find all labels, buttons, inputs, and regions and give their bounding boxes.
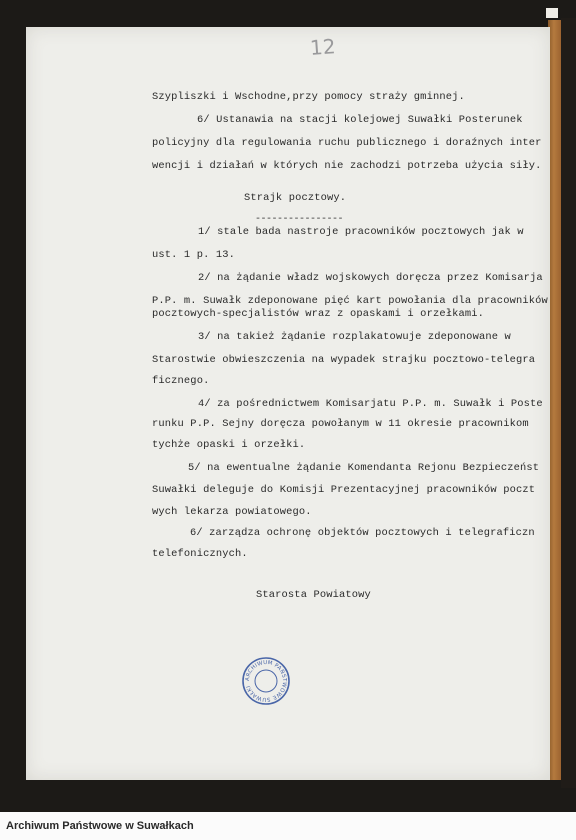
archive-tag <box>546 8 558 18</box>
archive-stamp-icon <box>241 656 291 706</box>
text-line-18: wych lekarza powiatowego. <box>152 506 312 518</box>
text-line-12: ficznego. <box>152 375 210 387</box>
text-line-3: policyjny dla regulowania ruchu publicznego i doraźnych inter <box>152 137 542 149</box>
page-number: 12 <box>309 34 337 60</box>
signature-line: Starosta Powiatowy <box>256 589 371 601</box>
text-line-20: telefonicznych. <box>152 548 248 560</box>
text-line-7: 2/ na żądanie władz wojskowych doręcza przez Komisarja <box>198 272 543 284</box>
text-line-14: runku P.P. Sejny doręcza powołanym w 11 okresie pracownikom <box>152 418 529 430</box>
text-line-8: P.P. m. Suwałk zdeponowane pięć kart powołania dla pracowników <box>152 295 548 307</box>
heading-underline: ---------------- <box>255 214 344 225</box>
text-line-10: 3/ na takież żądanie rozplakatowuje zdeponowane w <box>198 331 511 343</box>
binding-edge <box>561 18 576 788</box>
text-line-5: 1/ stale bada nastroje pracowników pocztowych jak w <box>198 226 524 238</box>
text-line-13: 4/ za pośrednictwem Komisarjatu P.P. m. Suwałk i Poste <box>198 398 543 410</box>
text-line-11: Starostwie obwieszczenia na wypadek strajku pocztowo-telegra <box>152 354 536 366</box>
text-line-1: Szypliszki i Wschodne,przy pomocy straży gminnej. <box>152 91 465 103</box>
text-line-16: 5/ na ewentualne żądanie Komendanta Rejonu Bezpieczeńst <box>188 462 540 474</box>
text-line-2: 6/ Ustanawia na stacji kolejowej Suwałki Posterunek <box>197 114 523 126</box>
text-line-19: 6/ zarządza ochronę objektów pocztowych i telegraficzn <box>190 527 535 539</box>
text-line-4: wencji i działań w których nie zachodzi potrzeba użycia siły. <box>152 160 542 172</box>
text-line-9: pocztowych-specjalistów wraz z opaskami i orzełkami. <box>152 308 485 320</box>
text-line-17: Suwałki deleguje do Komisji Prezentacyjnej pracowników poczt <box>152 484 536 496</box>
text-line-15: tychże opaski i orzełki. <box>152 439 306 451</box>
archive-footer: Archiwum Państwowe w Suwałkach <box>6 820 194 832</box>
svg-text:ARCHIWUM PAŃSTWOWE SUWAŁKI: ARCHIWUM PAŃSTWOWE SUWAŁKI <box>244 659 288 703</box>
section-heading: Strajk pocztowy. <box>244 192 347 204</box>
text-line-6: ust. 1 p. 13. <box>152 249 236 261</box>
